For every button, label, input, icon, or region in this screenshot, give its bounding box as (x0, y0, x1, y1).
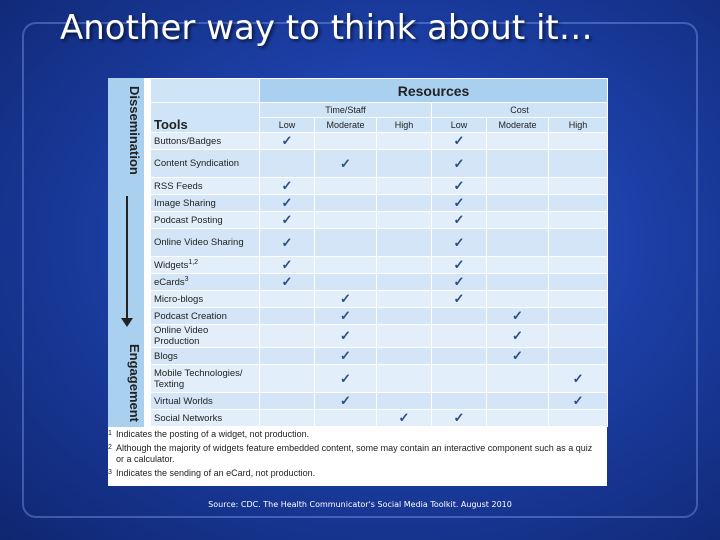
empty-cell (549, 410, 608, 427)
empty-cell (260, 365, 315, 393)
table-row (151, 133, 608, 150)
empty-cell (487, 274, 549, 291)
empty-cell (487, 195, 549, 212)
check-icon: ✓ (487, 325, 549, 348)
empty-cell (487, 150, 549, 178)
footnote (108, 468, 607, 479)
check-icon: ✓ (432, 195, 487, 212)
empty-cell (377, 229, 432, 257)
footnote-ref: 1,2 (188, 258, 199, 266)
empty-cell (487, 178, 549, 195)
empty-cell (260, 348, 315, 365)
check-icon: ✓ (315, 150, 377, 178)
tool-name (151, 393, 260, 410)
empty-cell (377, 150, 432, 178)
table-row (151, 325, 608, 348)
table-row (151, 195, 608, 212)
empty-cell (549, 212, 608, 229)
check-icon: ✓ (260, 274, 315, 291)
engagement-label: Engagement (127, 343, 142, 422)
check-icon: ✓ (549, 365, 608, 393)
table-row (151, 178, 608, 195)
empty-cell (377, 257, 432, 274)
empty-cell (377, 274, 432, 291)
check-icon: ✓ (432, 150, 487, 178)
check-icon: ✓ (377, 410, 432, 427)
empty-cell (487, 257, 549, 274)
empty-cell (487, 393, 549, 410)
empty-cell (549, 178, 608, 195)
table-row (151, 410, 608, 427)
footnote-text: Indicates the posting of a widget, not production. (116, 429, 310, 439)
empty-cell (549, 274, 608, 291)
footnote (108, 443, 607, 465)
resources-header: Resources (260, 79, 608, 103)
table-row (151, 229, 608, 257)
tool-label: Widgets (154, 259, 189, 271)
empty-cell (377, 365, 432, 393)
tools-header: Tools (151, 103, 260, 133)
tool-label: eCards (154, 276, 185, 288)
table-row (151, 150, 608, 178)
tool-label: Online Video Production (154, 325, 209, 347)
empty-cell (315, 257, 377, 274)
check-icon: ✓ (315, 348, 377, 365)
empty-cell (260, 393, 315, 410)
tool-name (151, 178, 260, 195)
check-icon: ✓ (432, 229, 487, 257)
footnote-number: 1 (108, 430, 112, 437)
check-icon: ✓ (260, 178, 315, 195)
resources-table (150, 78, 608, 427)
empty-cell (260, 291, 315, 308)
empty-cell (315, 195, 377, 212)
empty-cell (315, 133, 377, 150)
footnote (108, 429, 607, 440)
tool-name (151, 325, 260, 348)
footnote-ref: 3 (184, 275, 189, 283)
empty-cell (487, 229, 549, 257)
tool-label: Blogs (154, 350, 178, 362)
empty-cell (377, 133, 432, 150)
tool-name (151, 308, 260, 325)
footnote-text: Although the majority of widgets feature embedded content, some may contain an interactive component such as a quiz or a calculator. (116, 443, 593, 464)
empty-cell (487, 291, 549, 308)
check-icon: ✓ (260, 229, 315, 257)
check-icon: ✓ (315, 291, 377, 308)
empty-cell (432, 308, 487, 325)
check-icon: ✓ (315, 308, 377, 325)
tool-name (151, 257, 260, 274)
tool-label: RSS Feeds (154, 180, 203, 192)
check-icon: ✓ (432, 291, 487, 308)
check-icon: ✓ (432, 410, 487, 427)
table-row (151, 274, 608, 291)
check-icon: ✓ (487, 308, 549, 325)
check-icon: ✓ (260, 133, 315, 150)
level-header: High (377, 118, 432, 133)
tool-name (151, 365, 260, 393)
tool-name (151, 348, 260, 365)
table-row (151, 365, 608, 393)
empty-cell (377, 325, 432, 348)
empty-cell (549, 325, 608, 348)
footnotes (108, 429, 607, 482)
tool-name (151, 150, 260, 178)
check-icon: ✓ (487, 348, 549, 365)
empty-cell (377, 195, 432, 212)
engagement-sidebar (108, 78, 144, 427)
table-body (151, 133, 608, 427)
check-icon: ✓ (432, 133, 487, 150)
empty-cell (315, 410, 377, 427)
empty-cell (315, 178, 377, 195)
arrow-down-icon (121, 318, 133, 327)
footnote-number: 3 (108, 469, 112, 476)
dissemination-label: Dissemination (127, 86, 142, 175)
tool-name (151, 274, 260, 291)
check-icon: ✓ (315, 393, 377, 410)
empty-cell (377, 393, 432, 410)
empty-cell (487, 410, 549, 427)
time-staff-header: Time/Staff (260, 103, 432, 118)
arrow-line (126, 196, 128, 318)
empty-cell (549, 348, 608, 365)
table-row (151, 308, 608, 325)
cost-header: Cost (432, 103, 608, 118)
empty-cell (432, 348, 487, 365)
empty-cell (377, 348, 432, 365)
empty-cell (315, 229, 377, 257)
empty-cell (432, 325, 487, 348)
empty-cell (315, 212, 377, 229)
empty-cell (260, 150, 315, 178)
empty-cell (377, 308, 432, 325)
tool-label: Online Video Sharing (154, 237, 244, 248)
footnote-text: Indicates the sending of an eCard, not production. (116, 468, 316, 478)
empty-cell (377, 291, 432, 308)
source-citation: Source: CDC. The Health Communicator's Social Media Toolkit. August 2010 (208, 500, 512, 509)
tool-label: Podcast Posting (154, 214, 223, 226)
empty-cell (432, 365, 487, 393)
empty-cell (549, 308, 608, 325)
tool-name (151, 133, 260, 150)
tool-label: Podcast Creation (154, 310, 227, 322)
check-icon: ✓ (315, 325, 377, 348)
empty-cell (487, 212, 549, 229)
empty-cell (549, 195, 608, 212)
empty-cell (549, 133, 608, 150)
empty-cell (377, 212, 432, 229)
tool-label: Micro-blogs (154, 293, 204, 305)
check-icon: ✓ (260, 195, 315, 212)
check-icon: ✓ (260, 257, 315, 274)
header-corner (151, 79, 260, 103)
level-header: Moderate (487, 118, 549, 133)
tool-label: Mobile Technologies/ Texting (154, 367, 243, 390)
resources-figure (108, 78, 607, 486)
empty-cell (260, 410, 315, 427)
empty-cell (549, 257, 608, 274)
tool-name (151, 195, 260, 212)
empty-cell (432, 393, 487, 410)
tool-name (151, 291, 260, 308)
check-icon: ✓ (260, 212, 315, 229)
check-icon: ✓ (432, 274, 487, 291)
tool-label: Social Networks (154, 412, 223, 424)
check-icon: ✓ (432, 178, 487, 195)
table-row (151, 393, 608, 410)
tool-label: Virtual Worlds (154, 395, 213, 407)
empty-cell (487, 133, 549, 150)
table-row (151, 348, 608, 365)
tool-name (151, 212, 260, 229)
level-header: High (549, 118, 608, 133)
empty-cell (377, 178, 432, 195)
level-header: Low (432, 118, 487, 133)
empty-cell (315, 274, 377, 291)
footnote-number: 2 (108, 444, 112, 451)
check-icon: ✓ (432, 257, 487, 274)
empty-cell (549, 150, 608, 178)
tool-name (151, 410, 260, 427)
check-icon: ✓ (315, 365, 377, 393)
table-row (151, 212, 608, 229)
slide-title: Another way to think about it… (60, 8, 593, 48)
empty-cell (260, 325, 315, 348)
check-icon: ✓ (432, 212, 487, 229)
check-icon: ✓ (549, 393, 608, 410)
tool-label: Buttons/Badges (154, 135, 222, 147)
table-row (151, 257, 608, 274)
level-header: Low (260, 118, 315, 133)
tool-label: Image Sharing (154, 197, 216, 209)
empty-cell (260, 308, 315, 325)
tool-label: Content Syndication (154, 158, 240, 169)
empty-cell (487, 365, 549, 393)
empty-cell (549, 291, 608, 308)
tool-name (151, 229, 260, 257)
level-header: Moderate (315, 118, 377, 133)
table-row (151, 291, 608, 308)
empty-cell (549, 229, 608, 257)
